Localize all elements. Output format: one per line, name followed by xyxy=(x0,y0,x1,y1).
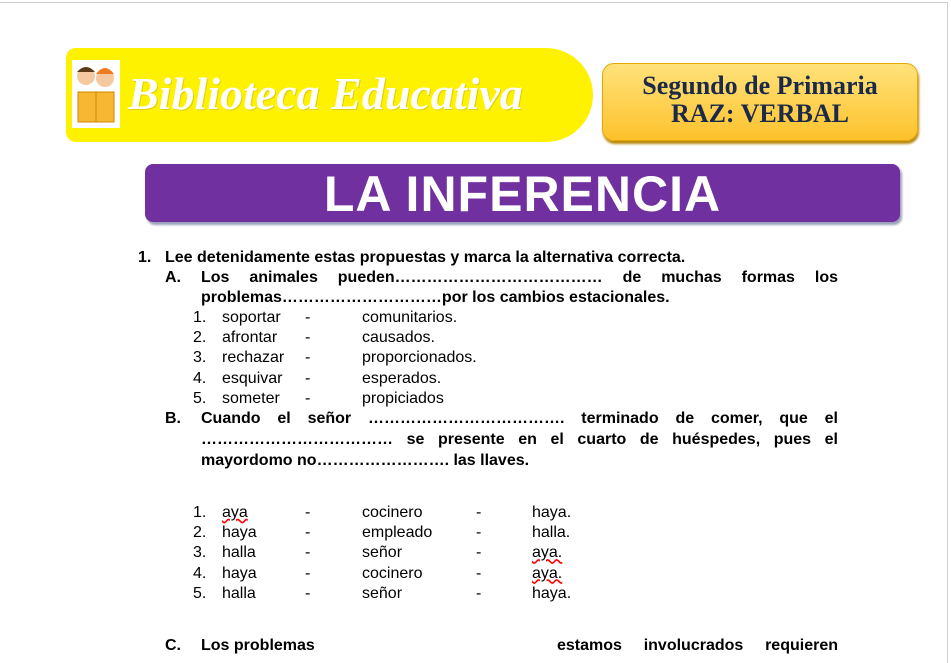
option-word: aya. xyxy=(532,564,563,582)
option-word: aya xyxy=(222,504,248,521)
option-word: halla xyxy=(222,584,256,602)
item-letter: C. xyxy=(165,637,181,654)
option-number: 5. xyxy=(193,584,207,602)
option-number: 1. xyxy=(193,309,207,326)
logo-text: Biblioteca Educativa xyxy=(128,68,523,119)
option-number: 5. xyxy=(193,389,207,407)
option-word: señor xyxy=(362,584,403,602)
option-word: señor xyxy=(362,544,403,562)
separator: - xyxy=(305,504,311,521)
separator: - xyxy=(305,389,311,407)
option-word: propiciados xyxy=(362,389,444,407)
separator: - xyxy=(305,544,311,562)
separator: - xyxy=(476,564,482,582)
option-word: rechazar xyxy=(222,349,285,367)
item-text: problemas…………………………por los cambios estacionales. xyxy=(201,289,670,306)
separator: - xyxy=(305,369,311,387)
item-letter: B. xyxy=(165,410,181,427)
option-number: 3. xyxy=(193,544,207,562)
item-text: Los problemas xyxy=(201,637,315,654)
grade-badge xyxy=(602,63,918,141)
item-text: ……………………………… se presente en el cuarto de huéspedes, pues el xyxy=(201,431,838,448)
separator: - xyxy=(305,309,311,326)
option-word: esperados. xyxy=(362,369,442,387)
option-word: proporcionados. xyxy=(362,349,477,367)
option-word: cocinero xyxy=(362,504,423,521)
option-word: haya xyxy=(222,564,257,582)
separator: - xyxy=(476,504,482,521)
item-text: Cuando el señor ………………………………. terminado de comer, que el xyxy=(201,410,838,427)
option-number: 1. xyxy=(193,504,207,521)
option-word: cocinero xyxy=(362,564,423,582)
option-word: haya xyxy=(222,524,257,542)
item-text: estamos involucrados requieren xyxy=(557,637,838,654)
kids-reading-icon xyxy=(72,60,120,128)
option-word: aya. xyxy=(532,544,563,562)
option-word: halla xyxy=(222,544,256,562)
option-word: esquivar xyxy=(222,369,283,387)
separator: - xyxy=(305,564,311,582)
separator: - xyxy=(305,524,311,542)
option-word: comunitarios. xyxy=(362,309,458,326)
option-number: 3. xyxy=(193,349,207,367)
question-text: Lee detenidamente estas propuestas y marca la alternativa correcta. xyxy=(165,249,686,266)
option-word: halla. xyxy=(532,524,571,542)
grade-level: Segundo de Primaria xyxy=(642,71,878,100)
option-word: someter xyxy=(222,389,280,407)
item-text: mayordomo no……………………. las llaves. xyxy=(201,452,530,469)
option-number: 2. xyxy=(193,329,207,347)
separator: - xyxy=(476,544,482,562)
option-word: empleado xyxy=(362,524,433,542)
subject: RAZ: VERBAL xyxy=(671,99,849,128)
option-word: soportar xyxy=(222,309,281,326)
option-word: causados. xyxy=(362,329,435,347)
option-number: 2. xyxy=(193,524,207,542)
item-letter: A. xyxy=(165,269,181,286)
item-text: Los animales pueden………………………………… de muchas formas los xyxy=(201,269,838,286)
separator: - xyxy=(305,584,311,602)
option-number: 4. xyxy=(193,564,207,582)
option-word: afrontar xyxy=(222,329,278,347)
option-number: 4. xyxy=(193,369,207,387)
page-title: LA INFERENCIA xyxy=(145,164,900,222)
option-word: haya. xyxy=(532,504,572,521)
separator: - xyxy=(476,584,482,602)
option-word: haya. xyxy=(532,584,572,602)
separator: - xyxy=(476,524,482,542)
question-number: 1. xyxy=(138,249,152,266)
separator: - xyxy=(305,329,311,347)
separator: - xyxy=(305,349,311,367)
